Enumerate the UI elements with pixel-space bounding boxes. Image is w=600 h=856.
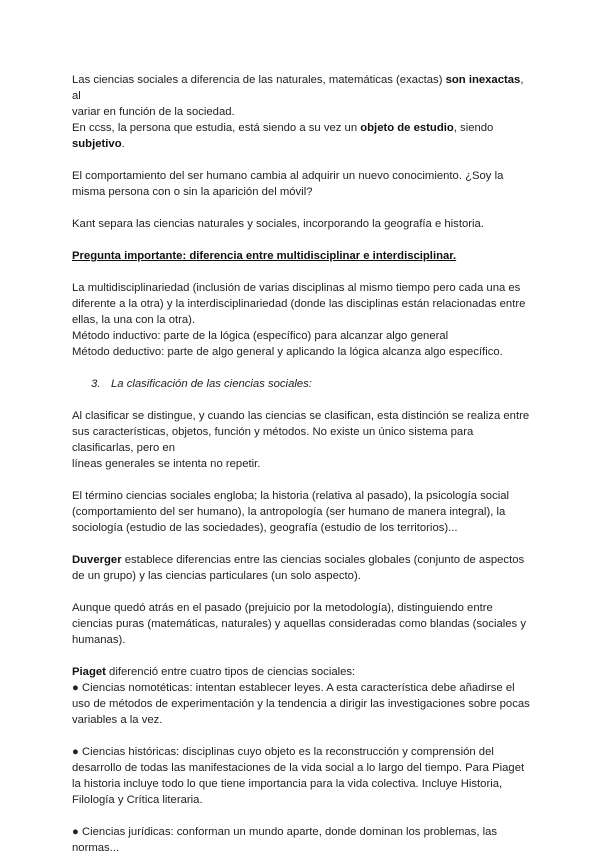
paragraph-disciplinarity: La multidisciplinariedad (inclusión de varias disciplinas al mismo tiempo pero cada una es (72, 282, 521, 294)
paragraph-classification: Al clasificar se distingue, y cuando las ciencias se clasifican, esta distinción se realiza entre (72, 410, 530, 422)
bold-text: subjetivo (72, 138, 122, 150)
inductive-method: Método inductivo: parte de la lógica (específico) para alcanzar algo general (72, 330, 449, 342)
paragraph-term: El término ciencias sociales engloba; la historia (relativa al pasado), la psicología social (72, 490, 510, 502)
section-heading: 3. La clasificación de las ciencias sociales: (91, 378, 312, 390)
paragraph-ccss: En ccss, la persona que estudia, está siendo a su vez un objeto de estudio, siendo (72, 122, 494, 134)
bold-text: son inexactas (445, 74, 521, 86)
deductive-method: Método deductivo: parte de algo general y aplicando la lógica alcanza algo específico. (72, 346, 503, 358)
paragraph-piaget: Piaget diferenció entre cuatro tipos de ciencias sociales: (72, 666, 356, 678)
list-item: ● Ciencias históricas: disciplinas cuyo objeto es la reconstrucción y comprensión del (72, 746, 494, 758)
document-body: Las ciencias sociales a diferencia de las naturales, matemáticas (exactas) son inexactas, al variar en función de la sociedad. En ccss, la persona que estudia, está siendo a su vez un objeto de estudio, siendo subjetivo. El comportamiento del ser humano cambia al adquirir un nuevo conocimiento. ¿Soy la misma persona con o sin la aparición del móvil? Kant separa las ciencias naturales y sociales, incorporando la geografía e historia. Pregunta importante: diferencia entre multidisciplinar e interdisciplinar. La multidisciplinariedad (inclusión de varias disciplinas al mismo tiempo pero cada una es diferente a la otra) y la interdisciplinariedad (donde las disciplinas están relacionadas entre ellas, la una con la otra). Método inductivo: parte de la lógica (específico) para alcanzar algo general Método deductivo: parte de algo general y aplicando la lógica alcanza algo específico. 3. La clasificación de las ciencias sociales: Al clasificar se distingue, y cuando las ciencias se clasifican, esta distinción se realiza entre sus características, objetos, función y métodos. No existe un único sistema para clasificarlas, pero en líneas generales se intenta no repetir. El término ciencias sociales engloba; la historia (relativa al pasado), la psicología social (comportamiento del ser humano), la antropología (ser humano de manera integral), la sociología (estudio de las sociedades), geografía (estudio de los territorios)... Duverger establece diferencias entre las ciencias sociales globales (conjunto de aspectos de un grupo) y las ciencias particulares (un solo aspecto). Aunque quedó atrás en el pasado (prejuicio por la metodología), distinguiendo entre ciencias puras (matemáticas, naturales) y aquellas consideradas como blandas (sociales y humanas). Piaget diferenció entre cuatro tipos de ciencias sociales: ● Ciencias nomotéticas: intentan establecer leyes. A esta característica debe añadirse el uso de métodos de experimentación y la tendencia a dirigir las investigaciones sobre pocas variables a la vez. ● Ciencias históricas: disciplinas cuyo objeto es la reconstrucción y comprensión del desarrollo de todas las manifestaciones de la vida social a lo largo del tiempo. Para Piaget la historia incluye todo lo que tiene importancia para la vida colectiva. Incluye Historia, Filología y Crítica literaria. ● Ciencias jurídicas: conforman un mundo aparte, donde dominan los problemas, las normas... (72, 74, 530, 854)
paragraph-kant: Kant separa las ciencias naturales y sociales, incorporando la geografía e historia. (72, 218, 484, 230)
bold-text: Duverger (72, 554, 122, 566)
list-item: ● Ciencias jurídicas: conforman un mundo aparte, donde dominan los problemas, las (72, 826, 498, 838)
bold-text: objeto de estudio (360, 122, 454, 134)
paragraph-past: Aunque quedó atrás en el pasado (prejuicio por la metodología), distinguiendo entre (72, 602, 493, 614)
paragraph-intro: Las ciencias sociales a diferencia de las naturales, matemáticas (exactas) son inexactas, al (72, 74, 524, 102)
list-item: ● Ciencias nomotéticas: intentan establecer leyes. A esta característica debe añadirse el (72, 682, 515, 694)
important-question-heading: Pregunta importante: diferencia entre multidisciplinar e interdisciplinar. (72, 250, 457, 262)
paragraph-behavior: El comportamiento del ser humano cambia al adquirir un nuevo conocimiento. ¿Soy la (72, 170, 504, 182)
paragraph-duverger: Duverger establece diferencias entre las ciencias sociales globales (conjunto de aspectos (72, 554, 525, 566)
bold-text: Piaget (72, 666, 106, 678)
